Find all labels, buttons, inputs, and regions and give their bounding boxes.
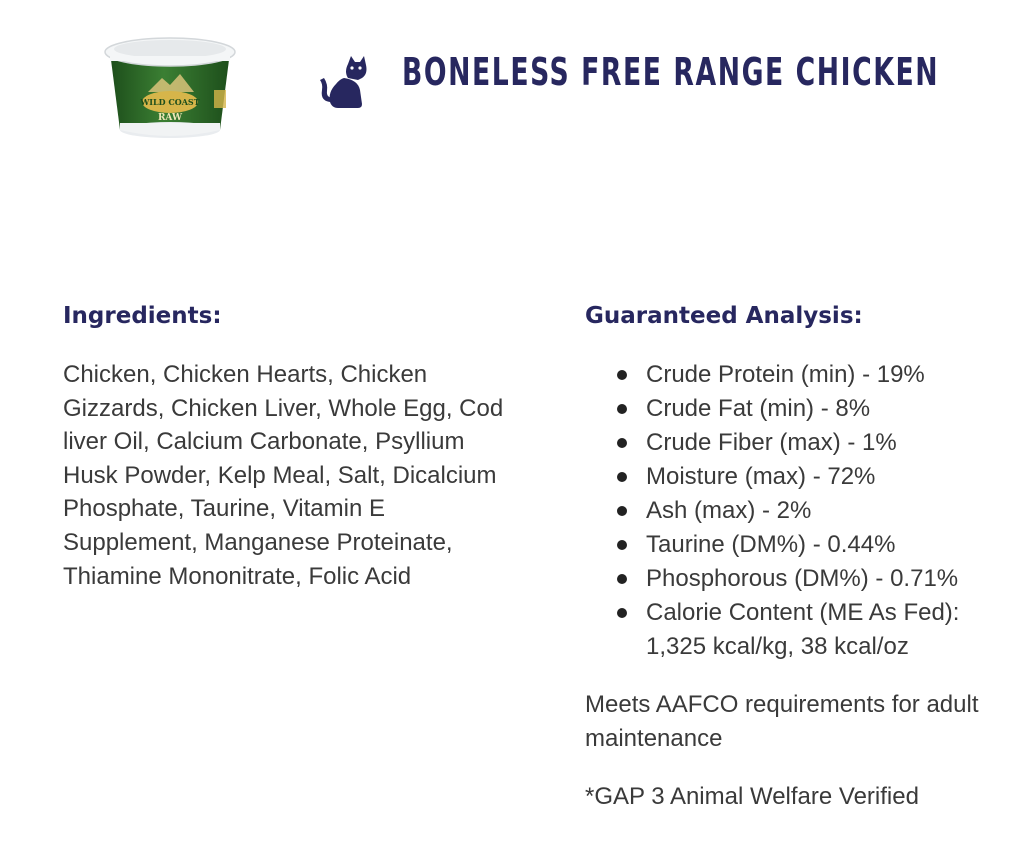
analysis-item: Ash (max) - 2% <box>600 494 1024 528</box>
tub-line: RAW <box>157 113 183 123</box>
tub-brand: WILD COAST <box>140 97 200 107</box>
ingredients-text: Chicken, Chicken Hearts, Chicken Gizzards, Chicken Liver, Whole Egg, Cod liver Oil, Calcium Carbonate, Psyllium Husk Powder, Kelp Meal, Salt, Dicalcium Phosphate, Taurine, Vitamin E Supplement, Manganese Proteinate, Thiamine Mononitrate, Folic Acid <box>63 361 504 590</box>
gap-welfare-note: *GAP 3 Animal Welfare Verified <box>585 783 919 810</box>
analysis-item: Crude Fiber (max) - 1% <box>600 426 1024 460</box>
product-tub-image <box>100 30 240 145</box>
analysis-list <box>600 358 1024 664</box>
analysis-heading: Guaranteed Analysis: <box>585 303 863 329</box>
analysis-item: Crude Fat (min) - 8% <box>600 392 1024 426</box>
analysis-item: Taurine (DM%) - 0.44% <box>600 528 1024 562</box>
aafco-note: Meets AAFCO requirements for adult maintenance <box>585 691 979 752</box>
analysis-item: Phosphorous (DM%) - 0.71% <box>600 562 1024 596</box>
cat-icon <box>318 56 374 110</box>
analysis-item: Crude Protein (min) - 19% <box>600 358 1024 392</box>
product-title: BONELESS FREE RANGE CHICKEN <box>402 50 940 94</box>
analysis-item: Calorie Content (ME As Fed): 1,325 kcal/kg, 38 kcal/oz <box>600 596 1024 664</box>
analysis-item: Moisture (max) - 72% <box>600 460 1024 494</box>
ingredients-heading: Ingredients: <box>63 303 222 329</box>
